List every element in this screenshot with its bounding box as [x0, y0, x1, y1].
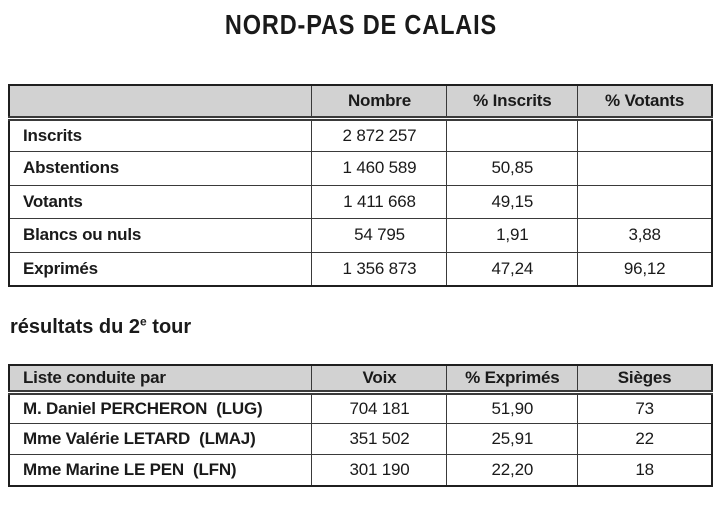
- cell-value: [578, 118, 712, 152]
- table-row: [9, 252, 712, 286]
- page-title-text: NORD-PAS DE CALAIS: [224, 9, 497, 40]
- cell-value: 25,91: [447, 424, 578, 455]
- column-header: Voix: [312, 365, 447, 393]
- cell-value: 1 411 668: [312, 185, 447, 219]
- cell-value: 54 795: [312, 219, 447, 253]
- cell-value: 22,20: [447, 455, 578, 486]
- table-row: [9, 393, 712, 424]
- participation-table: [8, 84, 713, 287]
- cell-value: 51,90: [447, 393, 578, 424]
- column-header: % Exprimés: [447, 365, 578, 393]
- table-row: [9, 219, 712, 253]
- cell-value: 22: [578, 424, 712, 455]
- cell-value: 3,88: [578, 219, 712, 253]
- round-subtitle-prefix: résultats du 2: [10, 315, 141, 338]
- header-row: [9, 365, 712, 393]
- cell-value: 704 181: [312, 393, 447, 424]
- cell-value: 49,15: [447, 185, 578, 219]
- cell-value: 1 356 873: [312, 252, 447, 286]
- row-label-column-header: [9, 85, 312, 118]
- row-label: Exprimés: [9, 252, 312, 286]
- header-row: [9, 85, 712, 118]
- page-title: [0, 9, 721, 41]
- row-label-column-header: Liste conduite par: [9, 365, 312, 393]
- table-row: [9, 118, 712, 152]
- cell-value: 50,85: [447, 152, 578, 186]
- cell-value: 47,24: [447, 252, 578, 286]
- column-header: % Inscrits: [447, 85, 578, 118]
- row-label: Mme Valérie LETARD (LMAJ): [9, 424, 312, 455]
- row-label: Abstentions: [9, 152, 312, 186]
- cell-value: 96,12: [578, 252, 712, 286]
- row-label: M. Daniel PERCHERON (LUG): [9, 393, 312, 424]
- table-row: [9, 152, 712, 186]
- cell-value: 2 872 257: [312, 118, 447, 152]
- cell-value: 1 460 589: [312, 152, 447, 186]
- row-label: Blancs ou nuls: [9, 219, 312, 253]
- cell-value: 351 502: [312, 424, 447, 455]
- row-label: Mme Marine LE PEN (LFN): [9, 455, 312, 486]
- column-header: Sièges: [578, 365, 712, 393]
- row-label: Inscrits: [9, 118, 312, 152]
- round-subtitle-suffix: tour: [146, 315, 192, 338]
- round-subtitle-superscript: e: [140, 313, 147, 328]
- column-header: Nombre: [312, 85, 447, 118]
- cell-value: 73: [578, 393, 712, 424]
- column-header: % Votants: [578, 85, 712, 118]
- cell-value: 1,91: [447, 219, 578, 253]
- cell-value: [578, 185, 712, 219]
- table-row: [9, 185, 712, 219]
- results-table: [8, 364, 713, 487]
- cell-value: 18: [578, 455, 712, 486]
- cell-value: [578, 152, 712, 186]
- table-row: [9, 424, 712, 455]
- table-row: [9, 455, 712, 486]
- row-label: Votants: [9, 185, 312, 219]
- round-subtitle: [10, 313, 721, 340]
- cell-value: [447, 118, 578, 152]
- cell-value: 301 190: [312, 455, 447, 486]
